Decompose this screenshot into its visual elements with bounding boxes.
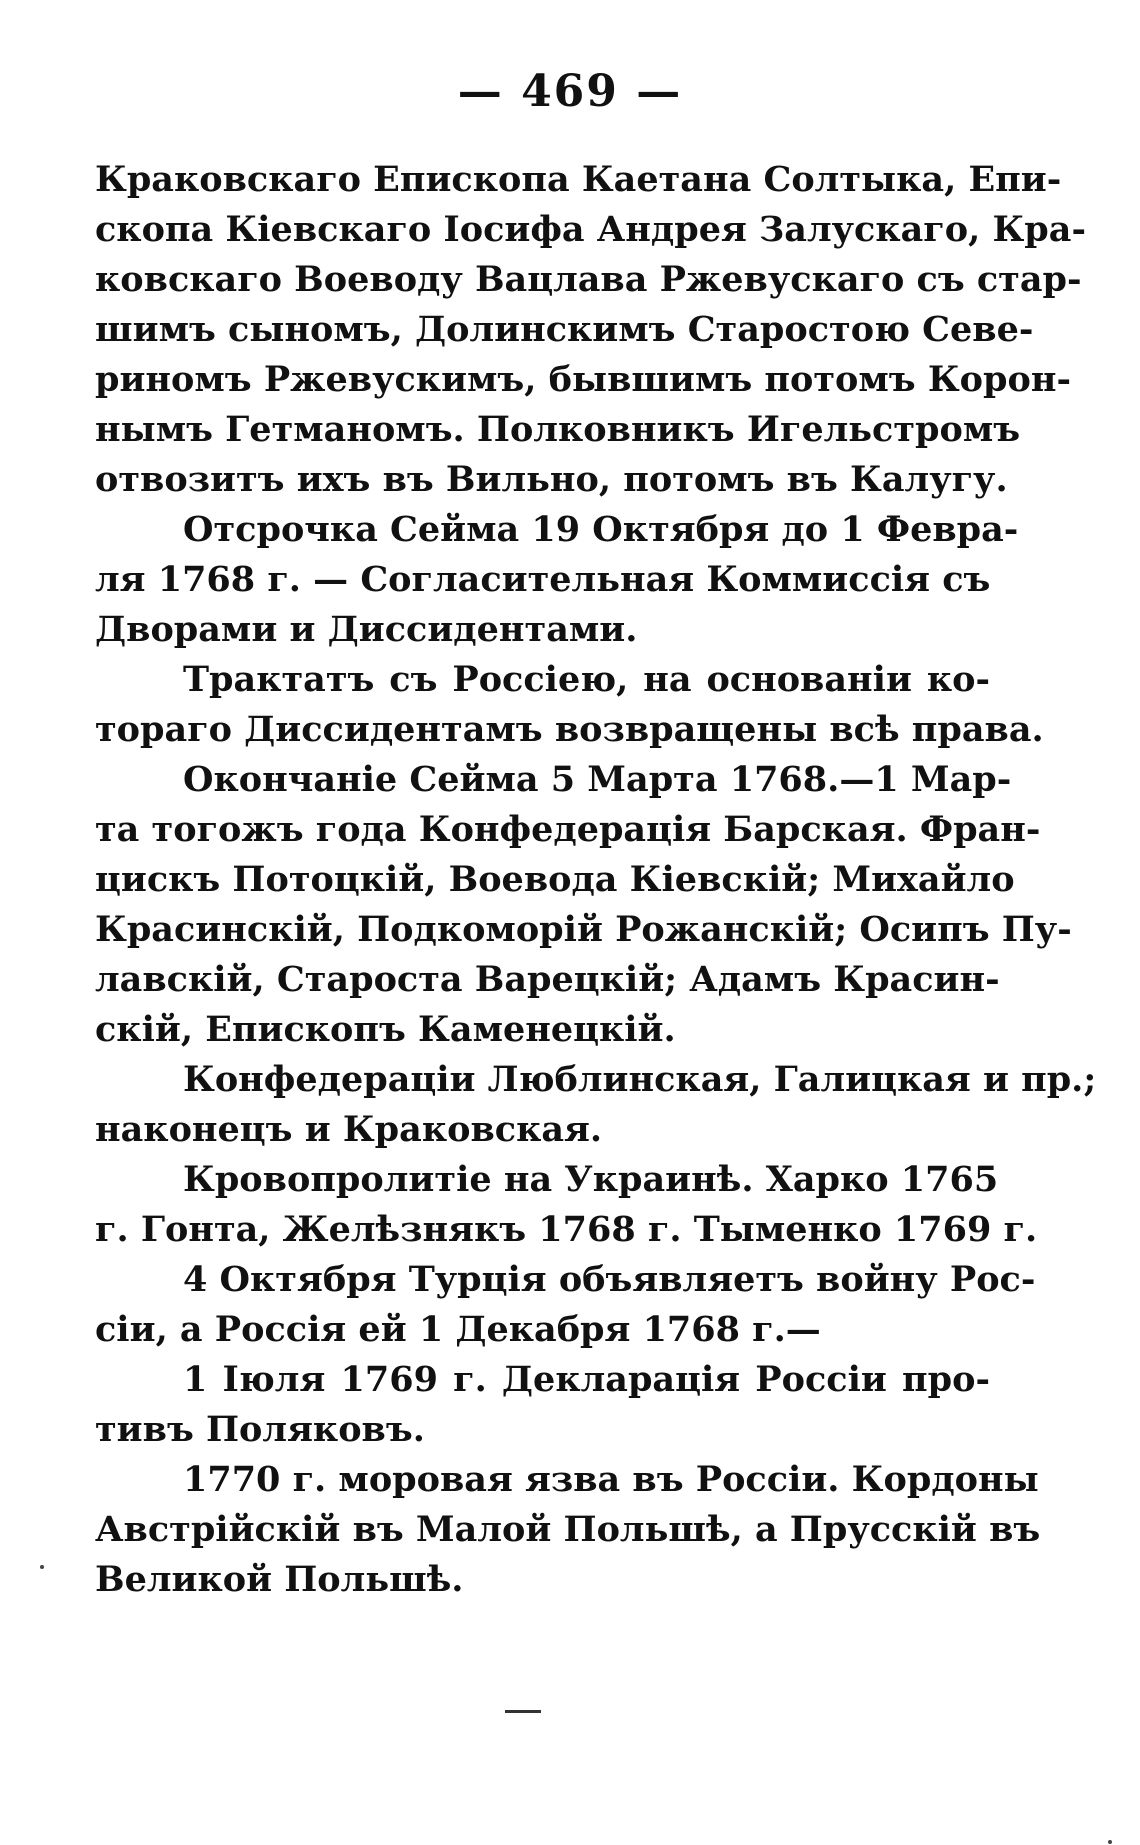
text-line: лавскій, Староста Варецкій; Адамъ Красин-: [95, 959, 1000, 1000]
text-line: Дворами и Диссидентами.: [95, 609, 638, 650]
text-line: Отсрочка Сейма 19 Октября до 1 Февра-: [183, 509, 1019, 550]
text-line: тивъ Поляковъ.: [95, 1409, 425, 1450]
ink-speck: [1108, 1840, 1112, 1844]
text-line: Австрійскій въ Малой Польшѣ, а Прусскій въ: [95, 1509, 1041, 1550]
text-line: 1 Іюля 1769 г. Декларація Россіи про-: [183, 1359, 990, 1400]
text-line: Краковскаго Епископа Каетана Солтыка, Епи-: [95, 159, 1062, 200]
text-line: шимъ сыномъ, Долинскимъ Старостою Севе-: [95, 309, 1034, 350]
text-line: тораго Диссидентамъ возвращены всѣ права.: [95, 709, 1044, 750]
text-line: 4 Октября Турція объявляетъ войну Рос-: [183, 1259, 1036, 1300]
page-body: [95, 155, 1097, 1605]
paragraph: [95, 1155, 1038, 1255]
paragraph: [95, 155, 1086, 505]
text-line: Трактатъ съ Россіею, на основаніи ко-: [183, 659, 990, 700]
text-line: Окончаніе Сейма 5 Марта 1768.—1 Мар-: [183, 759, 1012, 800]
text-line: Великой Польшѣ.: [95, 1559, 464, 1600]
text-line: ковскаго Воеводу Вацлава Ржевускаго съ стар-: [95, 259, 1082, 300]
text-line: сіи, а Россія ей 1 Декабря 1768 г.—: [95, 1309, 821, 1350]
paragraph: [95, 1455, 1041, 1605]
paragraph: [95, 655, 1044, 755]
text-line: Красинскій, Подкоморій Рожанскій; Осипъ Пу-: [95, 909, 1072, 950]
text-line: цискъ Потоцкій, Воевода Кіевскій; Михайло: [95, 859, 1015, 900]
text-line: отвозитъ ихъ въ Вильно, потомъ въ Калугу.: [95, 459, 1008, 500]
page-number: — 469 —: [457, 66, 683, 117]
text-line: скій, Епископъ Каменецкій.: [95, 1009, 676, 1050]
text-line: Конфедераціи Люблинская, Галицкая и пр.;: [183, 1059, 1097, 1100]
ink-dash-mark: [505, 1710, 541, 1713]
paragraph: [95, 1255, 1036, 1355]
text-line: та тогожъ года Конфедерація Барская. Фран-: [95, 809, 1041, 850]
text-line: ля 1768 г. — Согласительная Коммиссія съ: [95, 559, 991, 600]
paragraph: [95, 1055, 1097, 1155]
text-line: г. Гонта, Желѣзнякъ 1768 г. Тыменко 1769 г.: [95, 1209, 1038, 1250]
ink-speck: [40, 1565, 44, 1569]
paragraph: [95, 755, 1072, 1055]
text-line: 1770 г. моровая язва въ Россіи. Кордоны: [183, 1459, 1039, 1500]
text-line: Кровопролитіе на Украинѣ. Харко 1765: [183, 1159, 999, 1200]
text-line: наконецъ и Краковская.: [95, 1109, 603, 1150]
paragraph: [95, 1355, 990, 1455]
text-line: скопа Кіевскаго Іосифа Андрея Залускаго, Кра-: [95, 209, 1086, 250]
text-line: риномъ Ржевускимъ, бывшимъ потомъ Корон-: [95, 359, 1071, 400]
text-line: нымъ Гетманомъ. Полковникъ Игельстромъ: [95, 409, 1021, 450]
paragraph: [95, 505, 1019, 655]
